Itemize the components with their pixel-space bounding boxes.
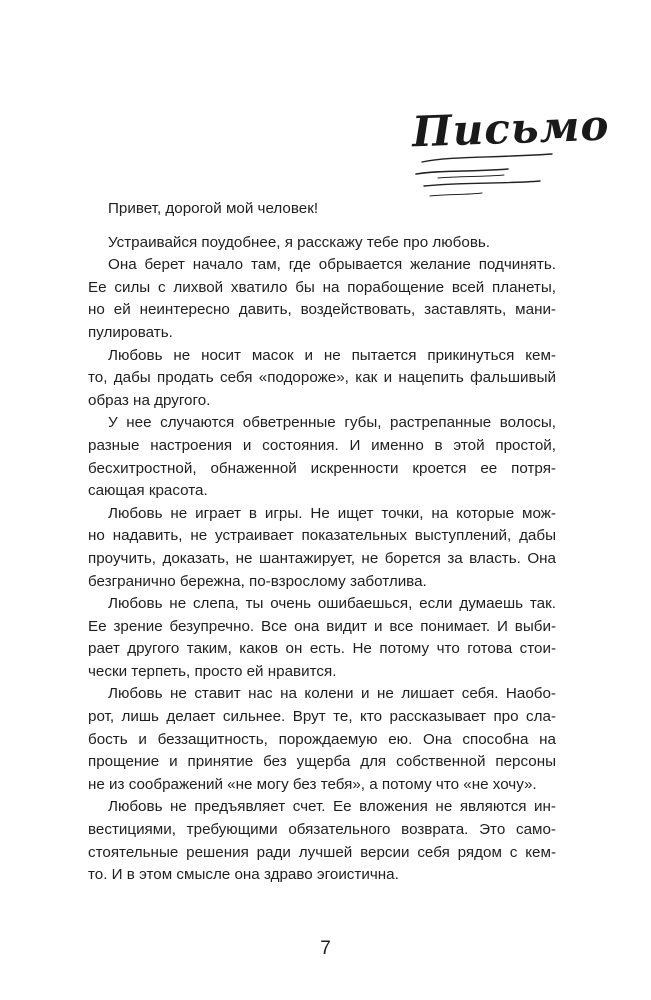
text-line: безгранично бережна, по-взрослому заботлива. [88, 572, 427, 590]
text-line: то. И в этом смысле она здраво эгоистична. [88, 866, 399, 884]
text-line: разные настроения и состояния. И именно в этой простой, [88, 436, 556, 454]
text-line: Любовь не носит масок и не пытается прикинуться кем- [108, 346, 556, 364]
paragraph [88, 796, 556, 886]
text-line: Ее зрение безупречно. Все она видит и все понимает. И выби- [88, 617, 556, 635]
paragraph [88, 503, 556, 593]
text-line: пулировать. [88, 323, 173, 341]
paragraph [88, 198, 556, 221]
text-line: Любовь не ставит нас на колени и не лишает себя. Наобо- [108, 685, 556, 703]
text-line: стоятельные решения ради лучшей версии себя рядом с кем- [88, 843, 556, 861]
text-line: прощение и принятие без ущерба для собственной персоны [88, 753, 556, 771]
text-line: рает другого таким, каков он есть. Не потому что готова стои- [88, 640, 556, 658]
text-line: вестициями, требующими обязательного возврата. Это само- [88, 821, 556, 839]
text-line: Любовь не слепа, ты очень ошибаешься, если думаешь так. [108, 595, 556, 613]
page-number: 7 [320, 938, 331, 959]
text-line: Любовь не предъявляет счет. Ее вложения не являются ин- [108, 798, 556, 816]
text-line: рот, лишь делает сильнее. Врут те, кто рассказывает про сла- [88, 708, 556, 726]
chapter-title: Письмо [411, 100, 611, 157]
letter-body [88, 198, 556, 887]
paragraph [88, 593, 556, 683]
text-line: бость и беззащитность, порождаемую ею. Она способна на [88, 730, 556, 748]
text-line: сающая красота. [88, 482, 208, 500]
text-line: Любовь не играет в игры. Не ищет точки, на которые мож- [108, 504, 556, 522]
text-line: Устраивайся поудобнее, я расскажу тебе про любовь. [108, 233, 491, 251]
paragraph-gap [88, 221, 556, 232]
text-line: но надавить, не устраивает показательных выступлений, дабы [88, 527, 556, 545]
paragraph [88, 345, 556, 413]
text-line: проучить, доказать, не шантажирует, не борется за власть. Она [88, 549, 556, 567]
text-line: но ей неинтересно давить, воздействовать, заставлять, мани- [88, 301, 556, 319]
text-line: не из соображений «не могу без тебя», а потому что «не хочу». [88, 775, 537, 793]
paragraph [88, 683, 556, 796]
text-line: У нее случаются обветренные губы, растрепанные волосы, [108, 414, 556, 432]
text-line: чески терпеть, просто ей нравится. [88, 662, 337, 680]
text-line: то, дабы продать себя «подороже», как и нацепить фальшивый [88, 369, 556, 387]
text-line: Ее силы с лихвой хватило бы на порабощение всей планеты, [88, 278, 556, 296]
text-line: Она берет начало там, где обрывается желание подчинять. [108, 256, 556, 274]
chapter-heading [411, 92, 611, 212]
text-line: образ на другого. [88, 391, 211, 409]
text-line: Привет, дорогой мой человек! [108, 200, 319, 217]
decorative-flourish-icon [412, 152, 562, 202]
paragraph [88, 232, 556, 255]
paragraph [88, 254, 556, 344]
paragraph [88, 412, 556, 502]
text-line: бесхитростной, обнаженной искренности кроется ее потря- [88, 459, 556, 477]
